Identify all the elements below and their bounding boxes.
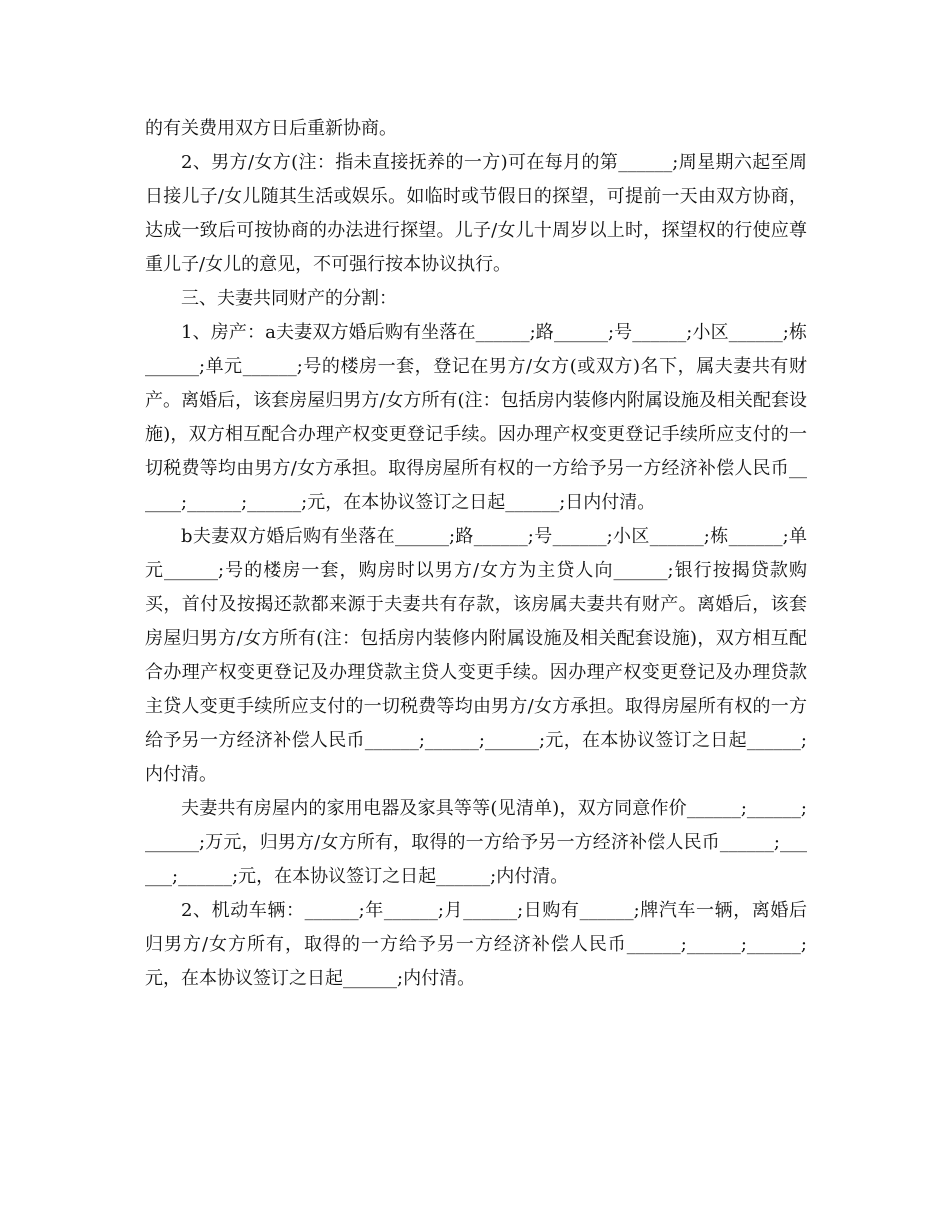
paragraph-fee-note: 的有关费用双方日后重新协商。: [145, 118, 397, 139]
paragraph-appliances-furniture: 夫妻共有房屋内的家用电器及家具等等(见清单)，双方同意作价______;______;______;万元，归男方/女方所有，取得的一方给予另一方经济补偿人民币______;______;______;元，在本协议签订之日起______;内付清。: [145, 798, 807, 887]
paragraph-house-b: b夫妻双方婚后购有坐落在______;路______;号______;小区______;栋______;单元______;号的楼房一套，购房时以男方/女方为主贷人向______;银行按揭贷款购买，首付及按揭还款都来源于夫妻共有存款，该房属夫妻共有财产。离婚后，该套房屋归男方/女方所有(注：包括房内装修内附属设施及相关配套设施)，双方相互配合办理产权变更登记及办理贷款主贷人变更手续。因办理产权变更登记及办理贷款主贷人变更手续所应支付的一切税费等均由男方/女方承担。取得房屋所有权的一方给予另一方经济补偿人民币______;______;______;元，在本协议签订之日起______;内付清。: [145, 526, 807, 785]
document-body: [145, 112, 807, 996]
paragraph-visitation-rights: 2、男方/女方(注：指未直接抚养的一方)可在每月的第______;周星期六起至周日接儿子/女儿随其生活或娱乐。如临时或节假日的探望，可提前一天由双方协商，达成一致后可按协商的办法进行探望。儿子/女儿十周岁以上时，探望权的行使应尊重儿子/女儿的意见，不可强行按本协议执行。: [145, 152, 807, 275]
paragraph-house-a: 1、房产：a夫妻双方婚后购有坐落在______;路______;号______;小区______;栋______;单元______;号的楼房一套，登记在男方/女方(或双方)名下，属夫妻共有财产。离婚后，该套房屋归男方/女方所有(注：包括房内装修内附属设施及相关配套设施)，双方相互配合办理产权变更登记手续。因办理产权变更登记手续所应支付的一切税费等均由男方/女方承担。取得房屋所有权的一方给予另一方经济补偿人民币______;______;______;元，在本协议签订之日起______;日内付清。: [145, 322, 807, 513]
paragraph-motor-vehicle: 2、机动车辆：______;年______;月______;日购有______;牌汽车一辆，离婚后归男方/女方所有，取得的一方给予另一方经济补偿人民币______;______;______;元，在本协议签订之日起______;内付清。: [145, 900, 807, 989]
section-heading-property-division: 三、夫妻共同财产的分割：: [181, 288, 397, 309]
